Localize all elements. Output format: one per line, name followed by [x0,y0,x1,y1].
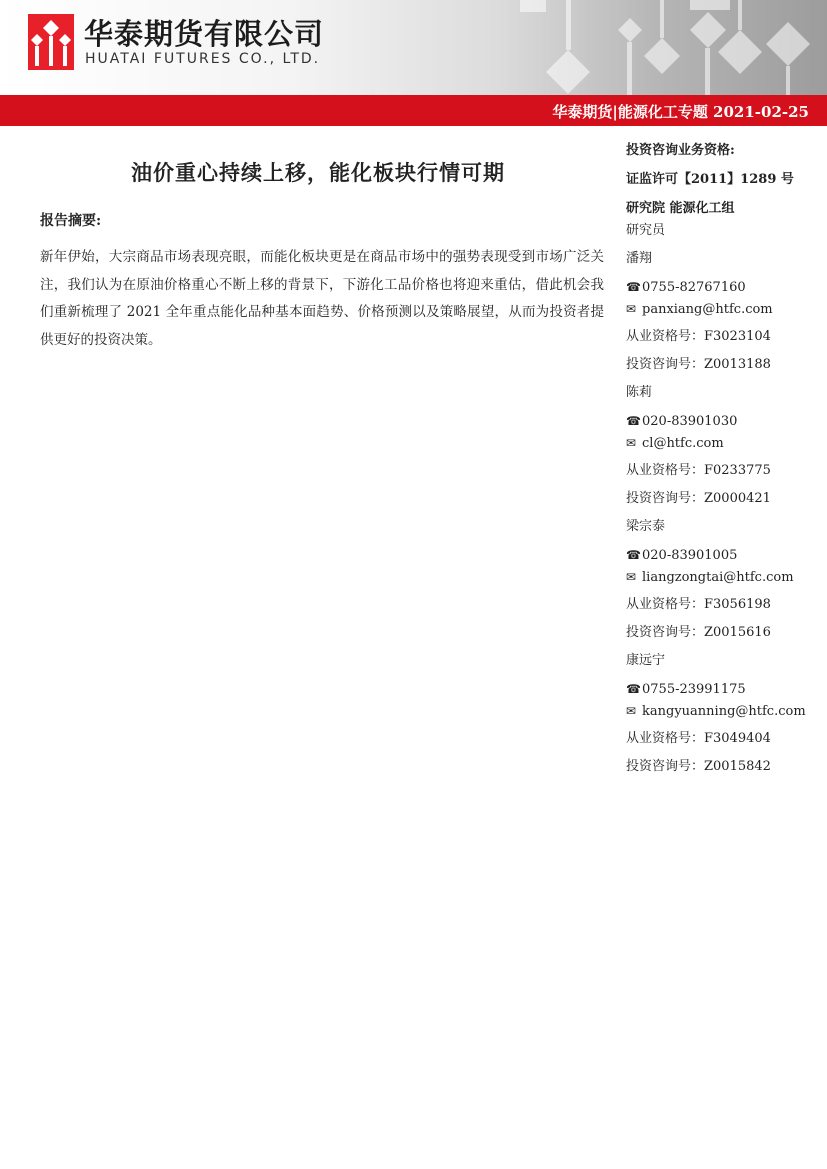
phone-number: 0755-82767160 [642,280,746,295]
analyst-name: 潘翔 [626,251,653,266]
report-banner [0,95,827,126]
analyst-phone [626,276,816,298]
qualification-label: 投资咨询业务资格: [626,143,735,158]
qualification-number: 从业资格号：F0233775 [626,463,771,478]
analyst-phone [626,410,816,432]
page-header [0,0,827,95]
report-title: 油价重心持续上移，能化板块行情可期 [131,160,505,185]
analyst-email [626,298,816,320]
header-decoration [480,0,827,95]
company-name-en: HUATAI FUTURES CO., LTD. [85,51,321,67]
phone-icon: ☎ [626,414,641,428]
consulting-number: 投资咨询号：Z0015842 [626,759,771,774]
analyst-name: 陈莉 [626,385,653,400]
email-icon: ✉ [626,570,637,584]
qualification-number: 从业资格号：F3023104 [626,329,771,344]
abstract-body: 新年伊始，大宗商品市场表现亮眼，而能化板块更是在商品市场中的强势表现受到市场广泛关注，我们认为在原油价格重心不断上移的背景下，下游化工品价格也将迎来重估，借此机会我们重新梳理了 2021 全年重点能化品种基本面趋势、价格预测以及策略展望，从而为投资者提供更好的投资决策。 [40,249,604,348]
phone-icon: ☎ [626,682,641,696]
abstract-label: 报告摘要: [40,213,102,229]
analyst-name: 梁宗泰 [626,519,666,534]
phone-number: 0755-23991175 [642,682,746,697]
license-number: 证监许可【2011】1289 号 [626,172,794,187]
analyst-phone [626,544,816,566]
email-address[interactable]: cl@htfc.com [642,436,724,451]
institute-name: 研究院 能源化工组 [626,201,735,216]
phone-number: 020-83901005 [642,548,738,563]
analyst-email [626,700,816,722]
analyst-email [626,432,816,454]
analyst-email [626,566,816,588]
consulting-number: 投资咨询号：Z0013188 [626,357,771,372]
role-label: 研究员 [626,223,666,238]
company-name-cn: 华泰期货有限公司 [84,17,325,51]
analyst-sidebar [626,140,816,778]
analyst-name: 康远宁 [626,653,666,668]
phone-icon: ☎ [626,280,641,294]
qualification-number: 从业资格号：F3056198 [626,597,771,612]
email-icon: ✉ [626,704,637,718]
email-address[interactable]: kangyuanning@htfc.com [642,704,806,719]
phone-icon: ☎ [626,548,641,562]
qualification-number: 从业资格号：F3049404 [626,731,771,746]
consulting-number: 投资咨询号：Z0015616 [626,625,771,640]
huatai-logo-icon [28,14,74,70]
email-address[interactable]: liangzongtai@htfc.com [642,570,794,585]
consulting-number: 投资咨询号：Z0000421 [626,491,771,506]
email-icon: ✉ [626,302,637,316]
email-icon: ✉ [626,436,637,450]
analyst-phone [626,678,816,700]
phone-number: 020-83901030 [642,414,738,429]
email-address[interactable]: panxiang@htfc.com [642,302,773,317]
banner-text: 华泰期货|能源化工专题 2021-02-25 [552,103,809,121]
